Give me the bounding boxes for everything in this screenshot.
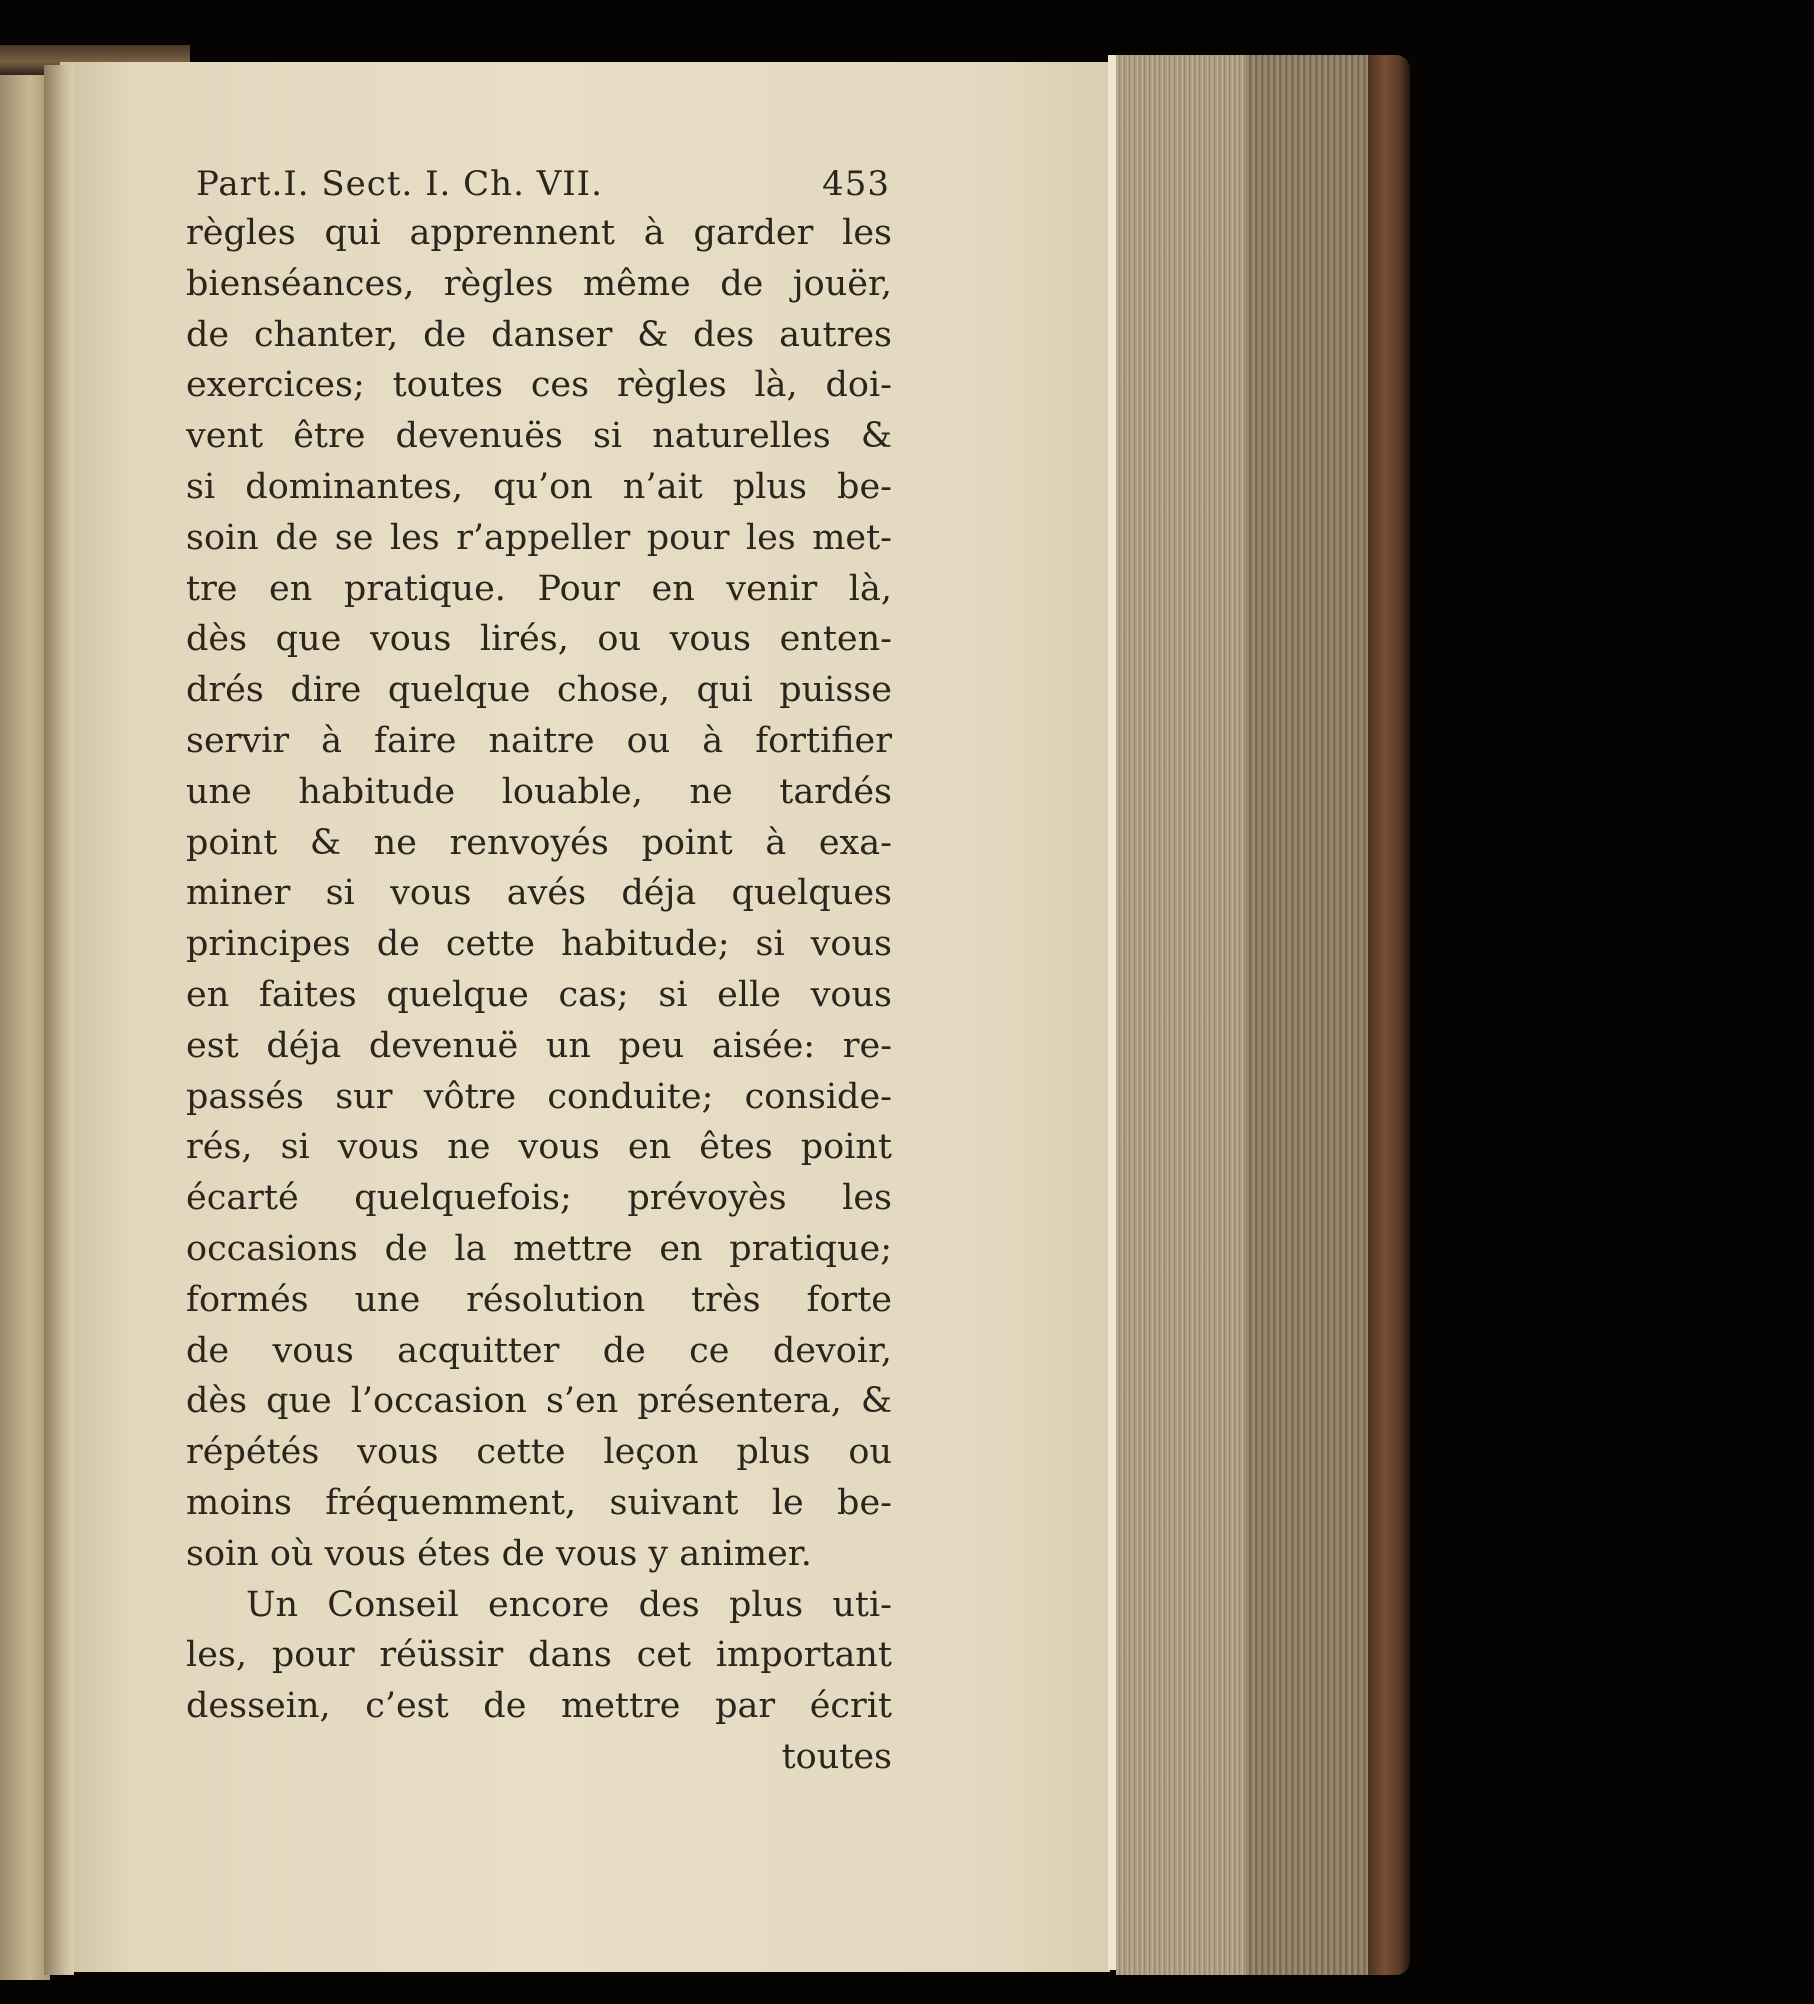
text-line: passés sur vôtre conduite; conside- [186, 1076, 892, 1117]
text-line: tre en pratique. Pour en venir là, [186, 568, 892, 609]
text-line: en faites quelque cas; si elle vous [186, 974, 892, 1015]
catchword: toutes [781, 1736, 892, 1777]
text-line: répétés vous cette leçon plus ou [186, 1432, 892, 1473]
text-line: les, pour réüssir dans cet important [186, 1635, 892, 1676]
page-edge [1108, 55, 1116, 1970]
text-line: écarté quelquefois; prévoyès les [186, 1178, 892, 1219]
text-line: dès que vous lirés, ou vous enten- [186, 619, 892, 660]
text-line: si dominantes, qu’on n’ait plus be- [186, 466, 892, 507]
text-line: servir à faire naitre ou à fortifier [186, 720, 892, 761]
running-head: Part.I. Sect. I. Ch. VII. [196, 164, 603, 204]
page-block-edges [1116, 55, 1246, 1975]
back-cover-edge [1368, 55, 1410, 1975]
book-gutter [44, 65, 74, 1975]
page-number: 453 [822, 164, 890, 204]
text-line: dessein, c’est de mettre par écrit [186, 1686, 892, 1727]
text-line: dès que l’occasion s’en présentera, & [186, 1381, 892, 1422]
text-line: Un Conseil encore des plus uti- [246, 1584, 892, 1625]
page-header [186, 164, 892, 208]
text-line: miner si vous avés déja quelques [186, 873, 892, 914]
text-line: rés, si vous ne vous en êtes point [186, 1127, 892, 1168]
page-block-edges-shadow [1246, 55, 1371, 1975]
text-line: bienséances, règles même de jouër, [186, 263, 892, 304]
text-line: drés dire quelque chose, qui puisse [186, 670, 892, 711]
text-line: est déja devenuë un peu aisée: re- [186, 1025, 892, 1066]
text-line: point & ne renvoyés point à exa- [186, 822, 892, 863]
text-line: règles qui apprennent à garder les [186, 213, 892, 253]
text-line: de vous acquitter de ce devoir, [186, 1330, 892, 1371]
text-line: vent être devenuës si naturelles & [186, 416, 892, 457]
left-page-edge [0, 55, 50, 1980]
text-line: occasions de la mettre en pratique; [186, 1228, 892, 1269]
text-line: formés une résolution très forte [186, 1279, 892, 1320]
text-line: moins fréquemment, suivant le be- [186, 1482, 892, 1523]
text-line: exercices; toutes ces règles là, doi- [186, 365, 892, 406]
text-line: principes de cette habitude; si vous [186, 924, 892, 965]
text-line: soin de se les r’appeller pour les met- [186, 517, 892, 558]
text-line: soin où vous étes de vous y animer. [186, 1533, 812, 1574]
text-line: de chanter, de danser & des autres [186, 314, 892, 355]
page-text [186, 164, 892, 1783]
text-line: une habitude louable, ne tardés [186, 771, 892, 812]
